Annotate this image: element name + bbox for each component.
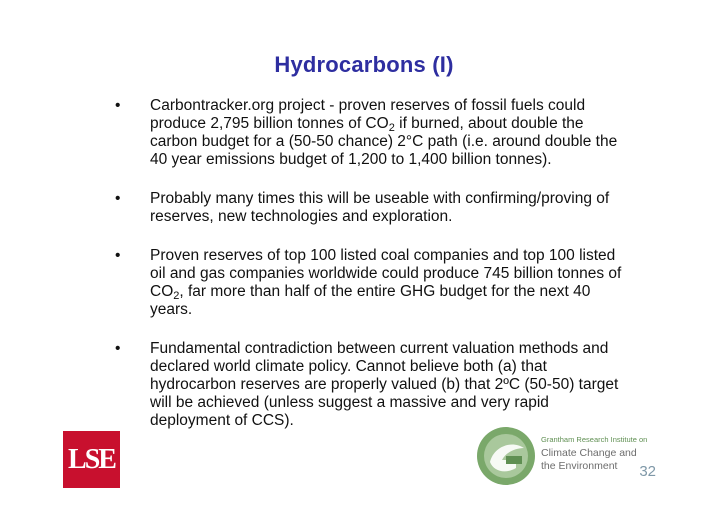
bullet-text-part: Carbontracker.org project - proven reserves of fossil fuels could produce 2,795 billion tonnes of CO bbox=[150, 97, 586, 132]
bullet-item bbox=[112, 97, 622, 169]
bullet-item bbox=[112, 247, 622, 319]
grantham-leaf-icon bbox=[476, 426, 536, 486]
bullet-text-part: , far more than half of the entire GHG budget for the next 40 years. bbox=[150, 283, 591, 318]
bullet-item bbox=[112, 340, 622, 430]
grantham-line-2: the Environment bbox=[541, 460, 618, 472]
bullet-marker: • bbox=[115, 340, 121, 357]
bullet-text-part: if burned, about double the carbon budget for a (50-50 chance) 2°C path (i.e. around double the 40 year emissions budget of 1,200 to 1,400 billion tonnes). bbox=[150, 115, 618, 168]
grantham-line-1: Climate Change and bbox=[541, 447, 637, 459]
page-number: 32 bbox=[639, 463, 656, 480]
bullet-marker: • bbox=[115, 190, 121, 207]
grantham-name: Grantham Research Institute on bbox=[541, 435, 648, 444]
slide-title: Hydrocarbons (I) bbox=[274, 52, 454, 77]
lse-logo: LSE bbox=[63, 431, 120, 488]
bullet-marker: • bbox=[115, 97, 121, 114]
bullet-text: Fundamental contradiction between current valuation methods and declared world climate policy. Cannot believe both (a) that hydrocarbon reserves are properly valued (b) that 2ºC (50-50) target will be achieved (unless suggest a massive and very rapid deployment of CCS). bbox=[150, 340, 619, 429]
bullet-marker: • bbox=[115, 247, 121, 264]
bullet-item bbox=[112, 190, 622, 226]
bullet-text bbox=[150, 97, 622, 169]
subscript: 2 bbox=[388, 122, 395, 134]
subscript: 2 bbox=[173, 290, 180, 302]
bullet-text bbox=[150, 247, 622, 319]
bullet-text-part: Proven reserves of top 100 listed coal companies and top 100 listed oil and gas companies worldwide could produce 745 billion tonnes of CO bbox=[150, 247, 622, 300]
bullet-list bbox=[112, 97, 622, 451]
grantham-institute-text bbox=[541, 435, 681, 473]
bullet-text: Probably many times this will be useable with confirming/proving of reserves, new technologies and exploration. bbox=[150, 190, 610, 225]
